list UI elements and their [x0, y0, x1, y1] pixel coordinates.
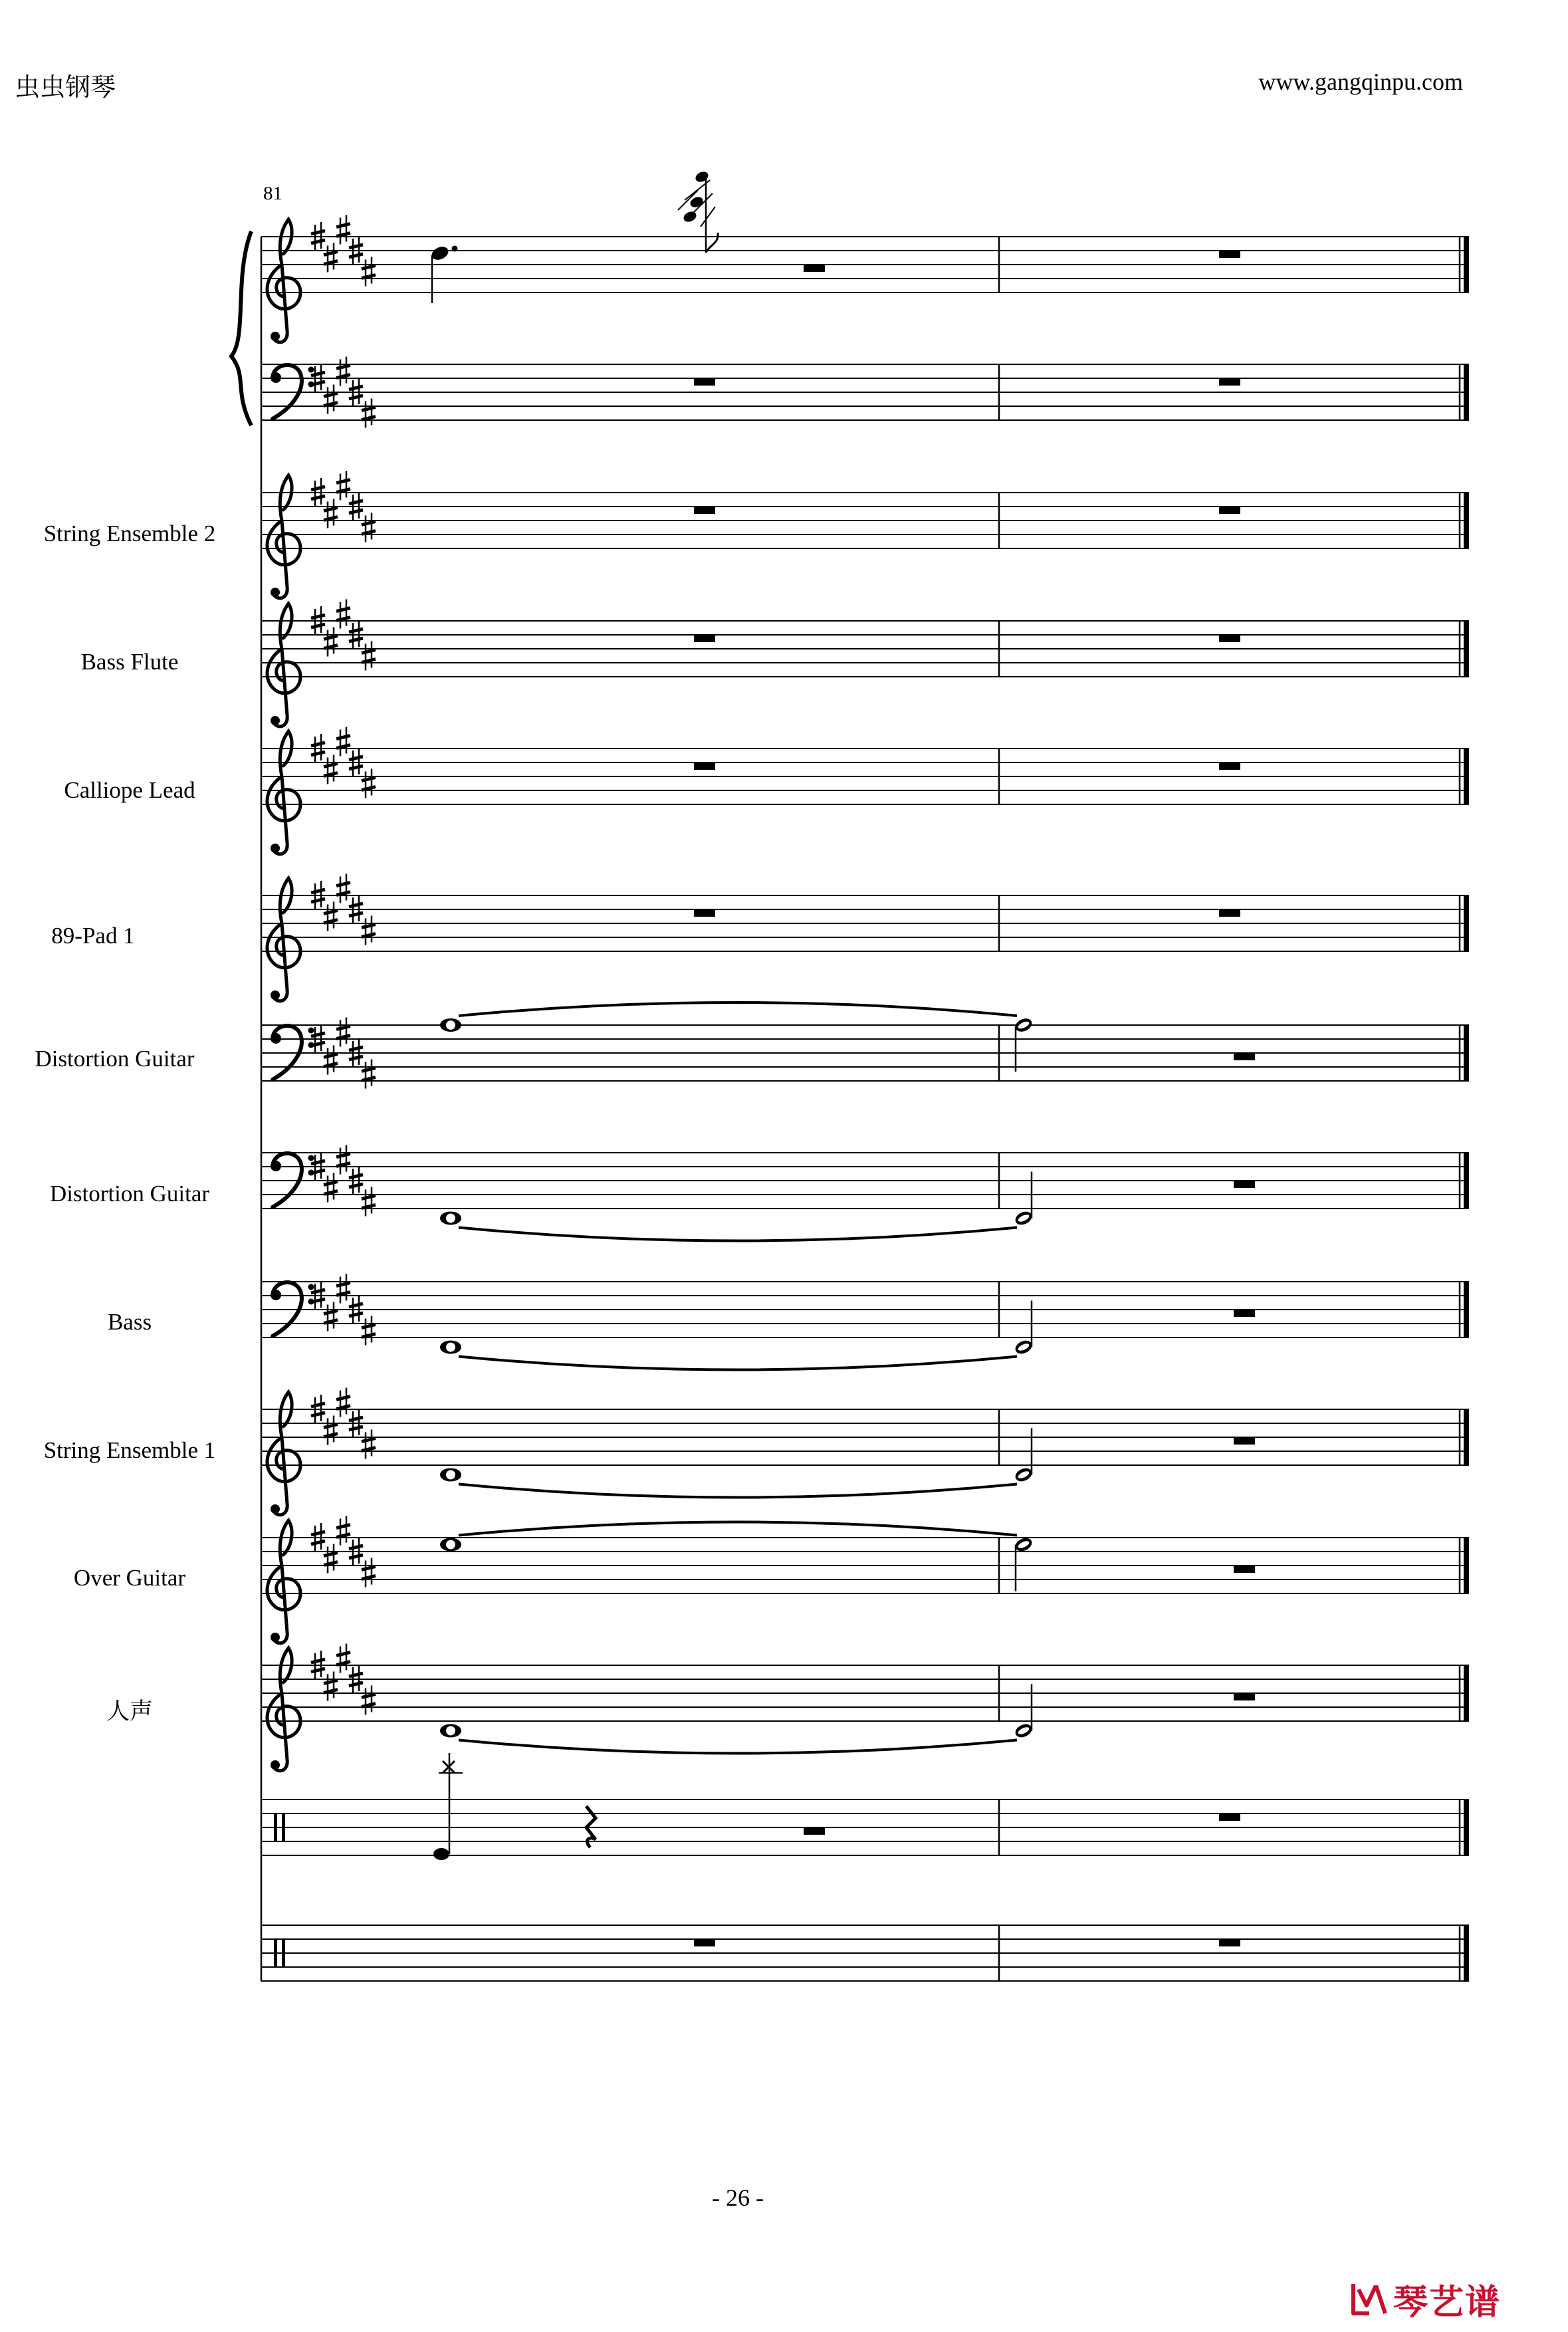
whole-rest [694, 507, 715, 514]
instrument-label-over-guitar: Over Guitar [73, 1565, 186, 1591]
whole-rest [1219, 1939, 1240, 1946]
staff [261, 471, 1469, 598]
sharp-icon [336, 727, 350, 757]
sharp-icon [324, 1544, 338, 1574]
page-number: - 26 - [712, 2184, 764, 2211]
brace [231, 231, 251, 425]
half-rest [1234, 1181, 1255, 1188]
staff [261, 1800, 1469, 1855]
whole-rest [1219, 378, 1240, 386]
half-rest [1234, 1053, 1255, 1060]
sharp-icon [324, 755, 338, 784]
logo-icon [1349, 2279, 1389, 2319]
sharp-icon [324, 902, 338, 931]
whole-rest [694, 1939, 715, 1946]
measure-number: 81 [263, 183, 282, 204]
tie [459, 1002, 1017, 1016]
final-barline [1464, 1925, 1469, 1981]
note-flag [706, 233, 718, 253]
staff [261, 874, 1469, 1001]
sharp-icon [324, 1672, 338, 1701]
percussion-clef-icon [274, 1813, 277, 1841]
percussion-clef-icon [282, 1939, 285, 1967]
sharp-icon [362, 1686, 376, 1715]
staff [261, 215, 1469, 342]
tie [459, 1228, 1017, 1241]
treble-clef-icon [267, 1520, 300, 1643]
whole-note [440, 1018, 461, 1032]
whole-rest [694, 762, 715, 770]
staff [261, 1274, 1469, 1345]
sharp-icon [336, 1145, 350, 1175]
sharp-icon [324, 243, 338, 273]
treble-clef-icon [267, 475, 300, 598]
whole-rest [1219, 251, 1240, 258]
whole-rest [1219, 1813, 1240, 1821]
treble-clef-icon [267, 1648, 300, 1771]
final-barline [1464, 749, 1469, 804]
staff [261, 600, 1469, 727]
treble-clef-icon [267, 219, 300, 342]
half-rest [1234, 1566, 1255, 1573]
sharp-icon [362, 257, 376, 287]
whole-rest [1219, 762, 1240, 770]
instrument-label-vocal: 人声 [106, 1698, 153, 1724]
sharp-icon [362, 513, 376, 542]
grace-note [682, 209, 698, 223]
sharp-icon [324, 1173, 338, 1203]
whole-rest [694, 635, 715, 642]
whole-rest [1219, 909, 1240, 917]
half-rest [804, 265, 825, 272]
whole-note [440, 1212, 461, 1225]
sharp-icon [336, 874, 350, 903]
instrument-label-bass: Bass [107, 1309, 152, 1335]
sharp-icon [336, 1388, 350, 1417]
whole-rest [694, 378, 715, 386]
sharp-icon [324, 1046, 338, 1075]
sharp-icon [362, 399, 376, 428]
sharp-icon [362, 1430, 376, 1459]
half-rest [804, 1827, 825, 1835]
final-barline [1464, 237, 1469, 292]
sharp-icon [336, 1516, 350, 1546]
treble-clef-icon [267, 604, 300, 727]
tie [459, 1484, 1017, 1498]
instrument-label-distortion-guitar-1: Distortion Guitar [35, 1046, 195, 1072]
instrument-label-calliope-lead: Calliope Lead [64, 777, 195, 803]
final-barline [1464, 895, 1469, 951]
tie [459, 1740, 1017, 1754]
sharp-icon [362, 1060, 376, 1089]
final-barline [1464, 621, 1469, 677]
whole-rest [1219, 507, 1240, 514]
sharp-icon [324, 628, 338, 657]
sharp-icon [362, 641, 376, 671]
final-barline [1464, 1025, 1469, 1081]
sharp-icon [362, 1187, 376, 1217]
final-barline [1464, 364, 1469, 420]
staff [261, 1925, 1469, 1981]
final-barline [1464, 1282, 1469, 1338]
sharp-icon [336, 1274, 350, 1304]
percussion-clef-icon [274, 1939, 277, 1967]
instrument-label-distortion-guitar-2: Distortion Guitar [49, 1181, 210, 1207]
whole-rest [694, 909, 715, 917]
whole-note [440, 1724, 461, 1738]
treble-clef-icon [267, 1392, 300, 1515]
half-rest [1234, 1437, 1255, 1445]
final-barline [1464, 1409, 1469, 1465]
staff [261, 357, 1469, 428]
half-rest [1234, 1693, 1255, 1700]
ledger-line [701, 207, 715, 227]
final-barline [1464, 1153, 1469, 1209]
staff [261, 1516, 1469, 1643]
sharp-icon [336, 357, 350, 386]
whole-note [440, 1538, 461, 1552]
sharp-icon [324, 499, 338, 528]
sharp-icon [336, 1018, 350, 1047]
whole-rest [1219, 635, 1240, 642]
qinyipu-logo[interactable] [1349, 2277, 1501, 2321]
staff [261, 1145, 1469, 1217]
tie [459, 1357, 1017, 1370]
sharp-icon [336, 600, 350, 629]
sharp-icon [324, 1302, 338, 1332]
sharp-icon [362, 916, 376, 945]
instrument-label-string-ensemble-1: String Ensemble 1 [43, 1437, 216, 1463]
instrument-label-bass-flute: Bass Flute [80, 649, 179, 675]
final-barline [1464, 1665, 1469, 1721]
dot [452, 246, 458, 252]
whole-note [440, 1341, 461, 1354]
drum-note [433, 1848, 449, 1860]
sharp-icon [336, 1644, 350, 1673]
treble-clef-icon [267, 731, 300, 854]
final-barline [1464, 493, 1469, 548]
half-rest [1234, 1310, 1255, 1317]
whole-note [440, 1468, 461, 1482]
sharp-icon [362, 769, 376, 798]
percussion-clef-icon [282, 1813, 285, 1841]
logo-text: 琴艺谱 [1393, 2282, 1502, 2323]
final-barline [1464, 1800, 1469, 1855]
sharp-icon [324, 385, 338, 414]
instrument-label-string-ensemble-2: String Ensemble 2 [43, 521, 216, 546]
staff [261, 727, 1469, 854]
tie [459, 1522, 1017, 1536]
sharp-icon [336, 215, 350, 245]
sharp-icon [324, 1416, 338, 1445]
site-url[interactable]: www.gangqinpu.com [1258, 68, 1463, 95]
site-name: 虫虫钢琴 [15, 72, 116, 102]
treble-clef-icon [267, 878, 300, 1001]
sharp-icon [362, 1316, 376, 1345]
final-barline [1464, 1538, 1469, 1593]
instrument-label-pad: 89-Pad 1 [51, 923, 135, 949]
sharp-icon [362, 1558, 376, 1587]
sharp-icon [336, 471, 350, 501]
